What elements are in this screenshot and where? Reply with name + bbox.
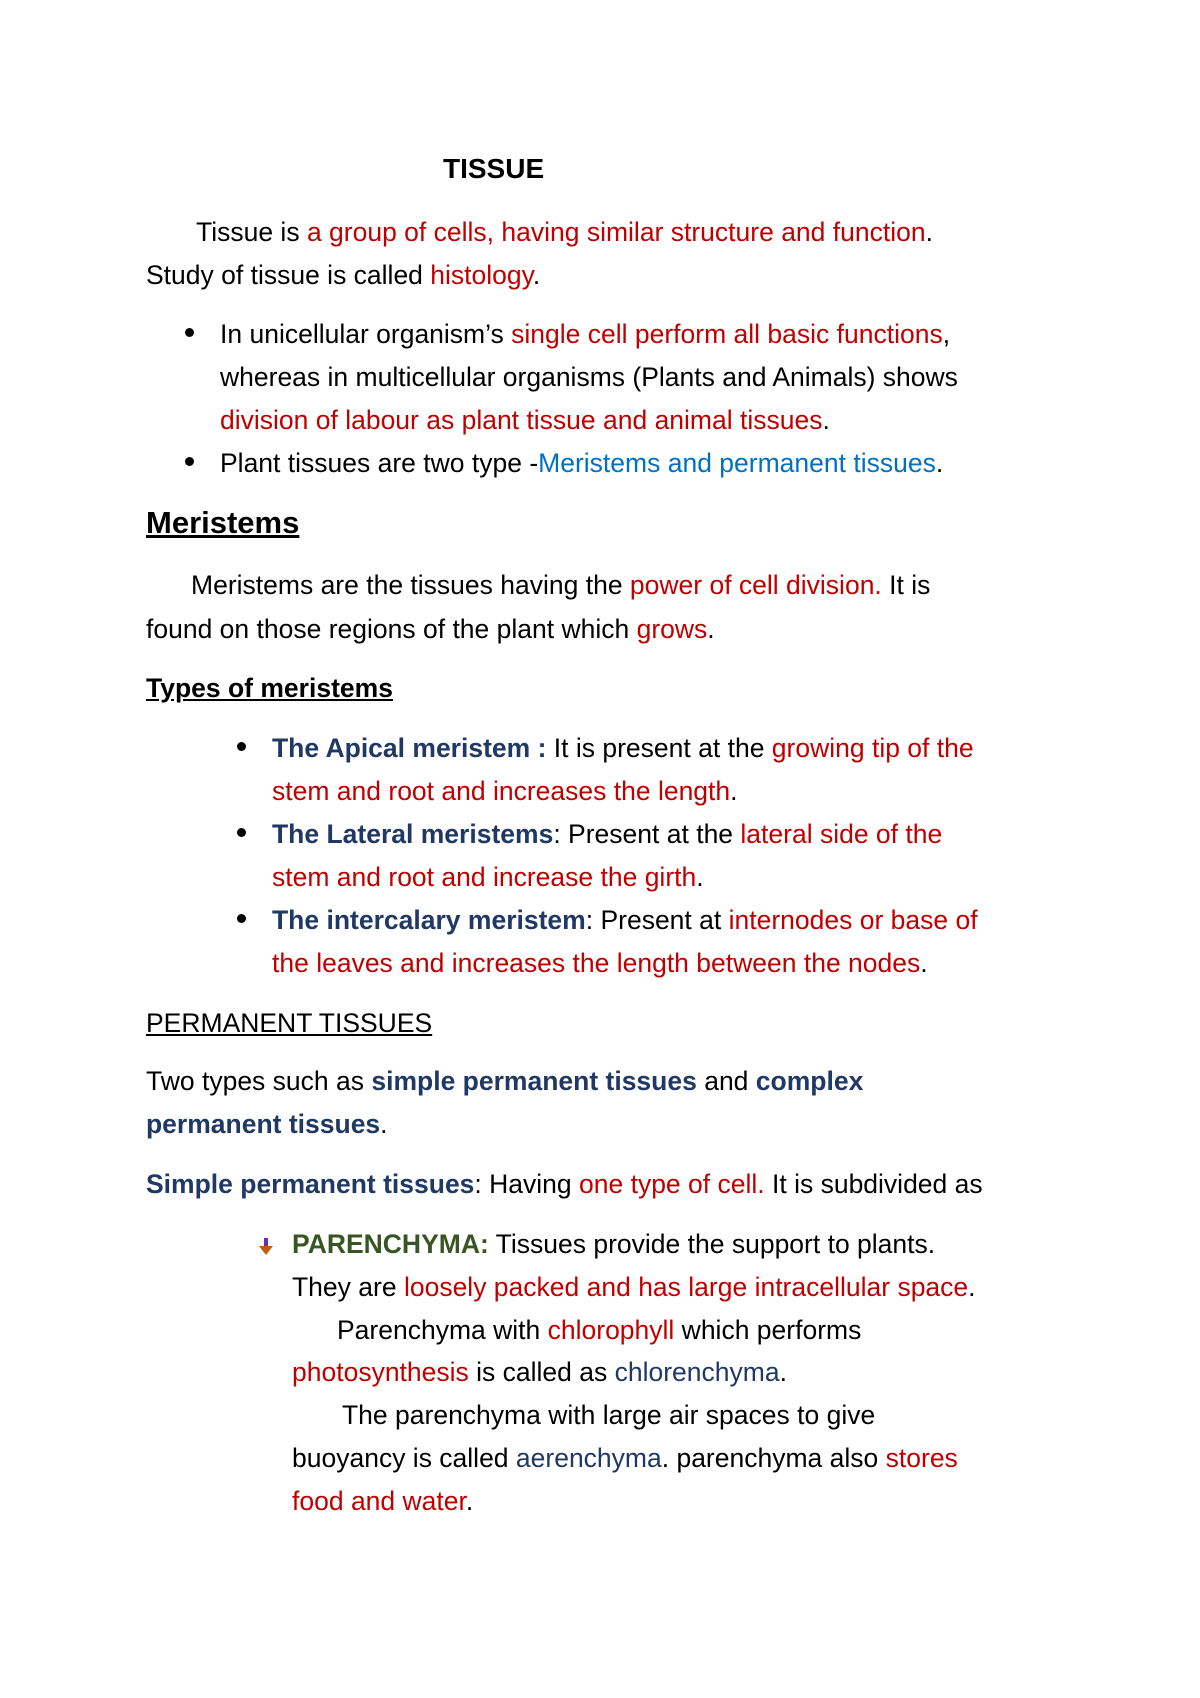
bullet-dot xyxy=(185,457,194,466)
apical-line-2: stem and root and increases the length. xyxy=(272,776,738,806)
parenchyma-line-5: The parenchyma with large air spaces to give xyxy=(342,1400,876,1430)
apical-line-1: The Apical meristem : It is present at the growing tip of the xyxy=(272,733,974,763)
lateral-line-2: stem and root and increase the girth. xyxy=(272,862,704,892)
permanent-line-2: permanent tissues. xyxy=(146,1109,388,1139)
lateral-line-1: The Lateral meristems: Present at the lateral side of the xyxy=(272,819,943,849)
intro-line-2: Study of tissue is called histology. xyxy=(146,260,541,290)
bullet-dot xyxy=(237,742,246,751)
bullet-unicellular-line-3: division of labour as plant tissue and animal tissues. xyxy=(220,405,830,435)
parenchyma-line-4: photosynthesis is called as chlorenchyma. xyxy=(292,1357,787,1387)
meristems-heading: Meristems xyxy=(146,505,300,540)
bullet-unicellular-line-1: In unicellular organism’s single cell perform all basic functions, xyxy=(220,319,951,349)
bullet-plant-tissues: Plant tissues are two type -Meristems and permanent tissues. xyxy=(220,448,944,478)
parenchyma-line-7: food and water. xyxy=(292,1486,474,1516)
bullet-dot xyxy=(185,328,194,337)
bullet-dot xyxy=(237,914,246,923)
permanent-heading: PERMANENT TISSUES xyxy=(146,1008,433,1038)
permanent-line-1: Two types such as simple permanent tissues and complex xyxy=(146,1066,864,1096)
parenchyma-line-2: They are loosely packed and has large intracellular space. xyxy=(292,1272,976,1302)
meristems-para-line-2: found on those regions of the plant which grows. xyxy=(146,614,715,644)
intercalary-line-1: The intercalary meristem: Present at internodes or base of xyxy=(272,905,978,935)
intercalary-line-2: the leaves and increases the length between the nodes. xyxy=(272,948,928,978)
intro-line-1: Tissue is a group of cells, having similar structure and function. xyxy=(196,217,933,247)
parenchyma-line-1: PARENCHYMA: Tissues provide the support to plants. xyxy=(292,1229,936,1259)
bullet-unicellular-line-2: whereas in multicellular organisms (Plants and Animals) shows xyxy=(220,362,958,392)
types-heading: Types of meristems xyxy=(146,673,393,703)
page-title: TISSUE xyxy=(443,153,545,184)
arrow-bullet-icon xyxy=(258,1238,274,1256)
meristems-para-line-1: Meristems are the tissues having the power of cell division. It is xyxy=(191,570,931,600)
simple-line: Simple permanent tissues: Having one type of cell. It is subdivided as xyxy=(146,1169,983,1199)
parenchyma-line-3: Parenchyma with chlorophyll which performs xyxy=(337,1315,862,1345)
bullet-dot xyxy=(237,828,246,837)
parenchyma-line-6: buoyancy is called aerenchyma. parenchyma also stores xyxy=(292,1443,958,1473)
